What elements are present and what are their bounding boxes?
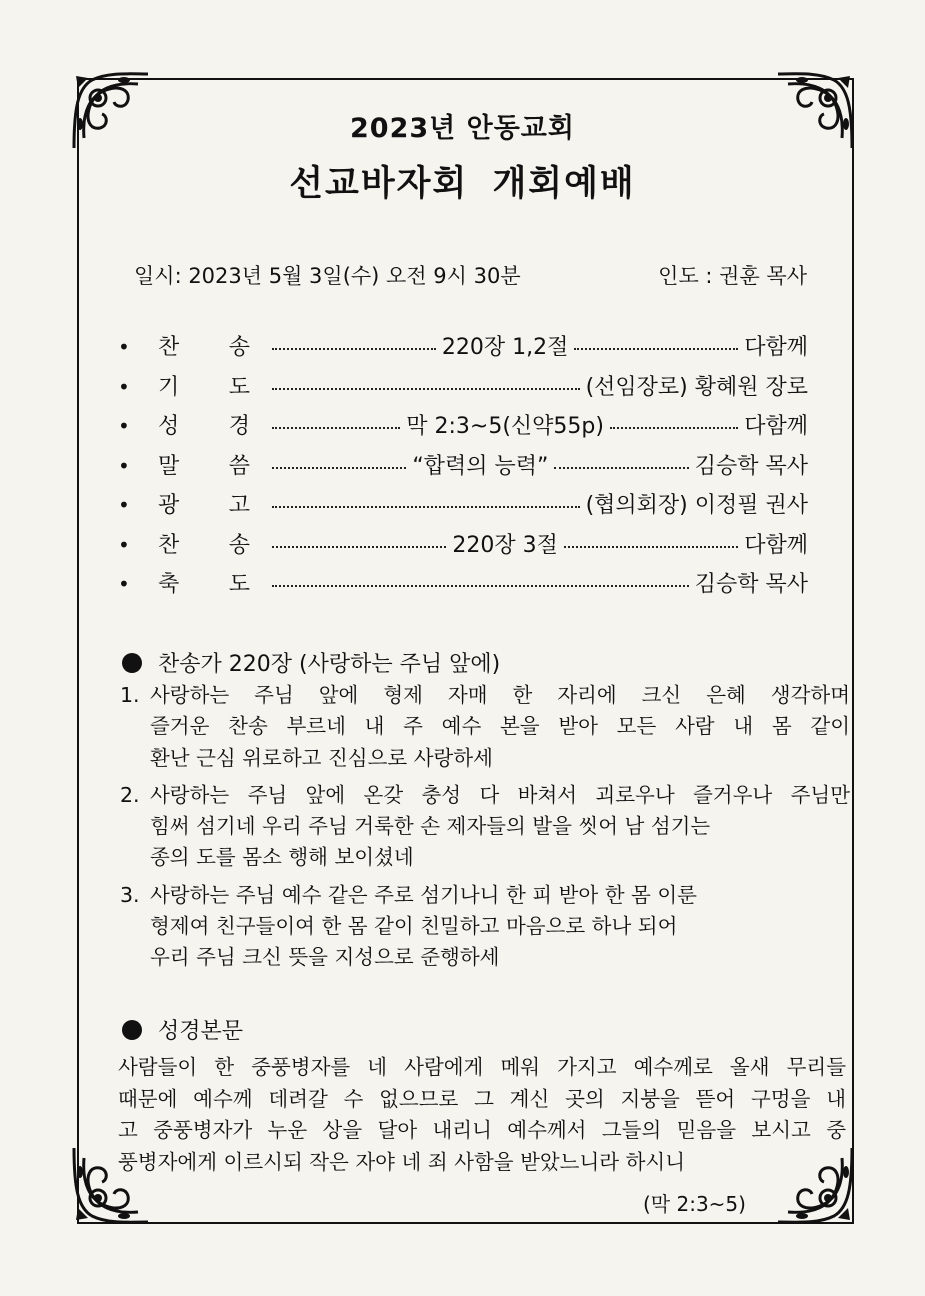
- title-line-1: 2023년 안동교회: [350, 113, 575, 144]
- bullet-icon: •: [118, 572, 130, 596]
- scripture-reference: (막 2:3~5): [643, 1192, 746, 1216]
- order-item: [118, 488, 808, 528]
- bullet-circle-icon: [122, 1020, 142, 1040]
- order-item-detail: 막 2:3~5(신약55p): [406, 414, 604, 439]
- order-item-label: 성 경: [158, 414, 250, 439]
- order-item-label: 기 도: [158, 374, 250, 400]
- order-item-detail: 220장 3절: [452, 532, 558, 558]
- hymn-heading-text: 찬송가 220장 (사랑하는 주님 앞에): [158, 652, 501, 677]
- verse-number: 2.: [120, 782, 140, 807]
- order-item-detail: “합력의 능력”: [412, 453, 549, 479]
- dot-leader: [272, 546, 446, 548]
- hymn-heading: [122, 647, 500, 678]
- dot-leader: [272, 348, 436, 350]
- dot-leader: [272, 506, 580, 508]
- service-date: 일시: 2023년 5월 3일(수) 오전 9시 30분: [134, 264, 521, 288]
- scripture-line: 사람들이 한 중풍병자를 네 사람에게 메워 가지고 예수께로 올새 무리들: [118, 1055, 846, 1079]
- order-item: [118, 449, 808, 489]
- bullet-icon: •: [118, 414, 130, 438]
- verse-number: 1.: [120, 683, 140, 707]
- scripture-line: 풍병자에게 이르시되 작은 자야 네 죄 사함을 받았느니라 하시니: [118, 1149, 686, 1174]
- scripture-text: [118, 1052, 846, 1178]
- bullet-icon: •: [118, 493, 130, 517]
- order-item-person: 다함께: [744, 414, 809, 439]
- order-item-label: 찬 송: [158, 532, 250, 558]
- service-leader: 인도 : 권훈 목사: [658, 264, 807, 288]
- verse-line: 즐거운 찬송 부르네 내 주 예수 본을 받아 모든 사람 내 몸 같이: [150, 714, 850, 739]
- hymn-verse: [120, 680, 850, 774]
- verse-line: 우리 주님 크신 뜻을 지성으로 준행하세: [150, 945, 500, 970]
- dot-leader: [574, 348, 738, 350]
- verse-line: 환난 근심 위로하고 진심으로 사랑하세: [150, 745, 493, 770]
- dot-leader: [272, 427, 400, 429]
- verse-number: 3.: [120, 882, 140, 907]
- order-item-person: 김승학 목사: [694, 453, 809, 479]
- hymn-verse: [120, 780, 850, 874]
- verse-line: 형제여 친구들이여 한 몸 같이 친밀하고 마음으로 하나 되어: [150, 914, 678, 939]
- order-item-person: (선임장로) 황혜원 장로: [585, 374, 808, 400]
- scripture-heading: [122, 1014, 243, 1045]
- hymn-lyrics: [120, 680, 850, 980]
- dot-leader: [610, 427, 738, 429]
- bullet-circle-icon: [122, 653, 142, 673]
- scripture-line: 고 중풍병자가 누운 상을 달아 내리니 예수께서 그들의 믿음을 보시고 중: [118, 1118, 846, 1142]
- dot-leader: [272, 585, 689, 587]
- bullet-icon: •: [118, 532, 130, 557]
- order-item: [118, 528, 808, 568]
- dot-leader: [272, 467, 406, 469]
- order-item-detail: 220장 1,2절: [441, 335, 569, 360]
- order-item-person: 김승학 목사: [694, 572, 808, 597]
- dot-leader: [564, 546, 738, 548]
- verse-line: 사랑하는 주님 예수 같은 주로 섬기나니 한 피 받아 한 몸 이룬: [150, 882, 697, 907]
- order-item-label: 광 고: [158, 493, 250, 518]
- dot-leader: [272, 388, 580, 390]
- order-item: [118, 370, 808, 410]
- order-item-person: 다함께: [744, 532, 809, 558]
- order-item-person: (협의회장) 이정필 권사: [585, 493, 808, 518]
- dot-leader: [554, 467, 688, 469]
- bullet-icon: •: [118, 453, 130, 478]
- order-item-label: 찬 송: [158, 335, 250, 360]
- scripture-line: 때문에 예수께 데려갈 수 없으므로 그 계신 곳의 지붕을 뜯어 구멍을 내: [118, 1086, 846, 1111]
- verse-line: 사랑하는 주님 앞에 온갖 충성 다 바쳐서 괴로우나 즐거우나 주님만: [150, 782, 850, 807]
- order-item: [118, 409, 808, 449]
- hymn-verse: [120, 880, 850, 974]
- order-item: [118, 330, 808, 370]
- order-of-service: [118, 330, 808, 607]
- title-line-2: 선교바자회 개회예배: [289, 164, 636, 204]
- bullet-icon: •: [118, 335, 130, 359]
- scripture-heading-text: 성경본문: [158, 1019, 244, 1044]
- order-item: [118, 567, 808, 607]
- verse-line: 힘써 섬기네 우리 주님 거룩한 손 제자들의 발을 씻어 남 섬기는: [150, 814, 711, 839]
- verse-line: 종의 도를 몸소 행해 보이셨네: [150, 845, 414, 870]
- order-item-label: 축 도: [158, 572, 250, 597]
- verse-line: 사랑하는 주님 앞에 형제 자매 한 자리에 크신 은혜 생각하며: [150, 683, 850, 707]
- bullet-icon: •: [118, 374, 130, 399]
- order-item-label: 말 씀: [158, 453, 250, 479]
- order-item-person: 다함께: [744, 335, 808, 360]
